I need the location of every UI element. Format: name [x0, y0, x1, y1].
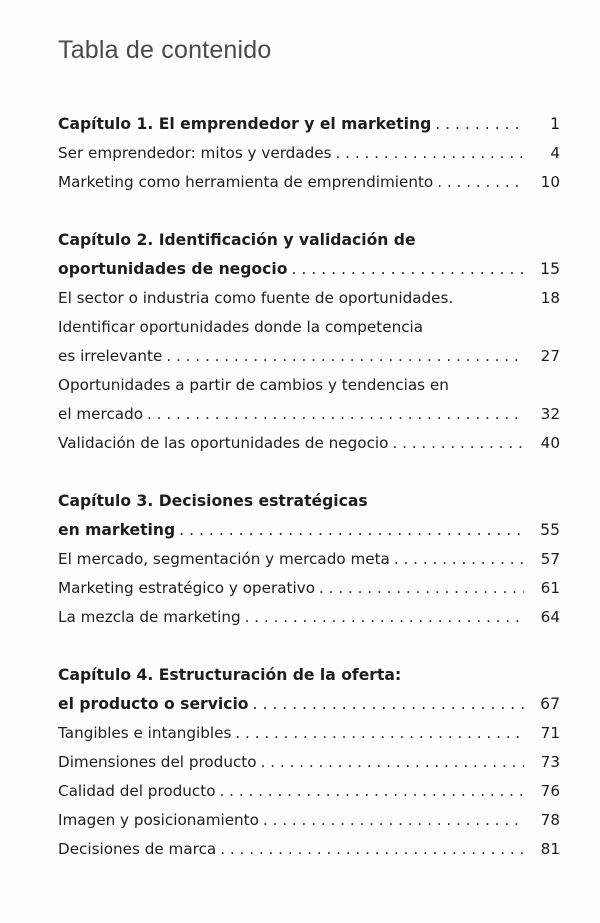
entry-title: Ser emprendedor: mitos y verdades — [58, 144, 332, 162]
chapter-heading-line[interactable] — [58, 255, 560, 284]
page-number: 78 — [540, 811, 560, 829]
chapter-title-text: Capítulo 3. Decisiones estratégicas — [58, 492, 368, 510]
dot-leader — [261, 748, 524, 777]
dot-leader — [291, 255, 524, 284]
dot-leader — [220, 777, 524, 806]
chapter-heading-line[interactable] — [58, 226, 560, 255]
chapter-heading-line[interactable] — [58, 487, 560, 516]
page-number: 76 — [540, 782, 560, 800]
toc-entry[interactable] — [58, 748, 560, 777]
chapter-title-text: en marketing — [58, 521, 176, 539]
toc-entry[interactable] — [58, 429, 560, 458]
entry-title: Tangibles e intangibles — [58, 724, 232, 742]
dot-leader — [394, 545, 524, 574]
entry-title: Oportunidades a partir de cambios y tendencias en — [58, 376, 449, 394]
toc-entry[interactable] — [58, 342, 560, 371]
entry-title: Validación de las oportunidades de negocio — [58, 434, 389, 452]
entry-title: Marketing como herramienta de emprendimiento — [58, 173, 434, 191]
dot-leader — [166, 342, 524, 371]
chapter-title-text: el producto o servicio — [58, 695, 249, 713]
toc-entry[interactable] — [58, 400, 560, 429]
dot-leader — [263, 806, 524, 835]
page-number: 18 — [540, 289, 560, 307]
page-number: 71 — [540, 724, 560, 742]
chapter-title-text: Capítulo 4. Estructuración de la oferta: — [58, 666, 402, 684]
page-number: 10 — [540, 173, 560, 191]
dot-leader — [220, 835, 524, 864]
dot-leader — [336, 139, 524, 168]
page-number: 64 — [540, 608, 560, 626]
chapter-section-3 — [58, 487, 560, 632]
toc-entry[interactable] — [58, 574, 560, 603]
entry-title: El mercado, segmentación y mercado meta — [58, 550, 390, 568]
toc-entry[interactable] — [58, 284, 560, 313]
entry-title: Dimensiones del producto — [58, 753, 257, 771]
page-number: 27 — [540, 347, 560, 365]
page-number: 67 — [540, 695, 560, 713]
toc-entry[interactable] — [58, 313, 560, 342]
toc-entry[interactable] — [58, 168, 560, 197]
dot-leader — [437, 168, 524, 197]
chapter-heading-line[interactable] — [58, 110, 560, 139]
entry-title: Decisiones de marca — [58, 840, 217, 858]
dot-leader — [319, 574, 524, 603]
toc-entry[interactable] — [58, 806, 560, 835]
toc-entry[interactable] — [58, 545, 560, 574]
chapter-heading-line[interactable] — [58, 690, 560, 719]
dot-leader — [253, 690, 524, 719]
chapter-section-2 — [58, 226, 560, 458]
dot-leader — [435, 110, 524, 139]
page-title: Tabla de contenido — [58, 36, 272, 64]
dot-leader — [235, 719, 524, 748]
page-number: 57 — [540, 550, 560, 568]
page-number: 55 — [540, 521, 560, 539]
page-number: 40 — [540, 434, 560, 452]
table-of-contents — [58, 110, 560, 893]
chapter-title-text: oportunidades de negocio — [58, 260, 288, 278]
toc-entry[interactable] — [58, 603, 560, 632]
chapter-section-1 — [58, 110, 560, 197]
chapter-title-text: Capítulo 1. El emprendedor y el marketing — [58, 115, 432, 133]
chapter-heading-line[interactable] — [58, 516, 560, 545]
chapter-title-text: Capítulo 2. Identificación y validación de — [58, 231, 416, 249]
entry-title: es irrelevante — [58, 347, 163, 365]
page-number: 81 — [540, 840, 560, 858]
entry-title: El sector o industria como fuente de oportunidades. — [58, 289, 454, 307]
entry-title: Calidad del producto — [58, 782, 216, 800]
dot-leader — [179, 516, 524, 545]
page-number: 32 — [540, 405, 560, 423]
dot-leader — [245, 603, 524, 632]
entry-title: La mezcla de marketing — [58, 608, 241, 626]
page-number: 73 — [540, 753, 560, 771]
page-number: 4 — [550, 144, 560, 162]
entry-title: el mercado — [58, 405, 144, 423]
entry-title: Imagen y posicionamiento — [58, 811, 259, 829]
toc-entry[interactable] — [58, 719, 560, 748]
chapter-heading-line[interactable] — [58, 661, 560, 690]
chapter-section-4 — [58, 661, 560, 864]
toc-entry[interactable] — [58, 139, 560, 168]
toc-entry[interactable] — [58, 777, 560, 806]
dot-leader — [147, 400, 524, 429]
dot-leader — [392, 429, 524, 458]
entry-title: Identificar oportunidades donde la competencia — [58, 318, 424, 336]
page-number: 15 — [540, 260, 560, 278]
page-number: 1 — [550, 115, 560, 133]
toc-entry[interactable] — [58, 835, 560, 864]
page-number: 61 — [540, 579, 560, 597]
toc-entry[interactable] — [58, 371, 560, 400]
entry-title: Marketing estratégico y operativo — [58, 579, 316, 597]
